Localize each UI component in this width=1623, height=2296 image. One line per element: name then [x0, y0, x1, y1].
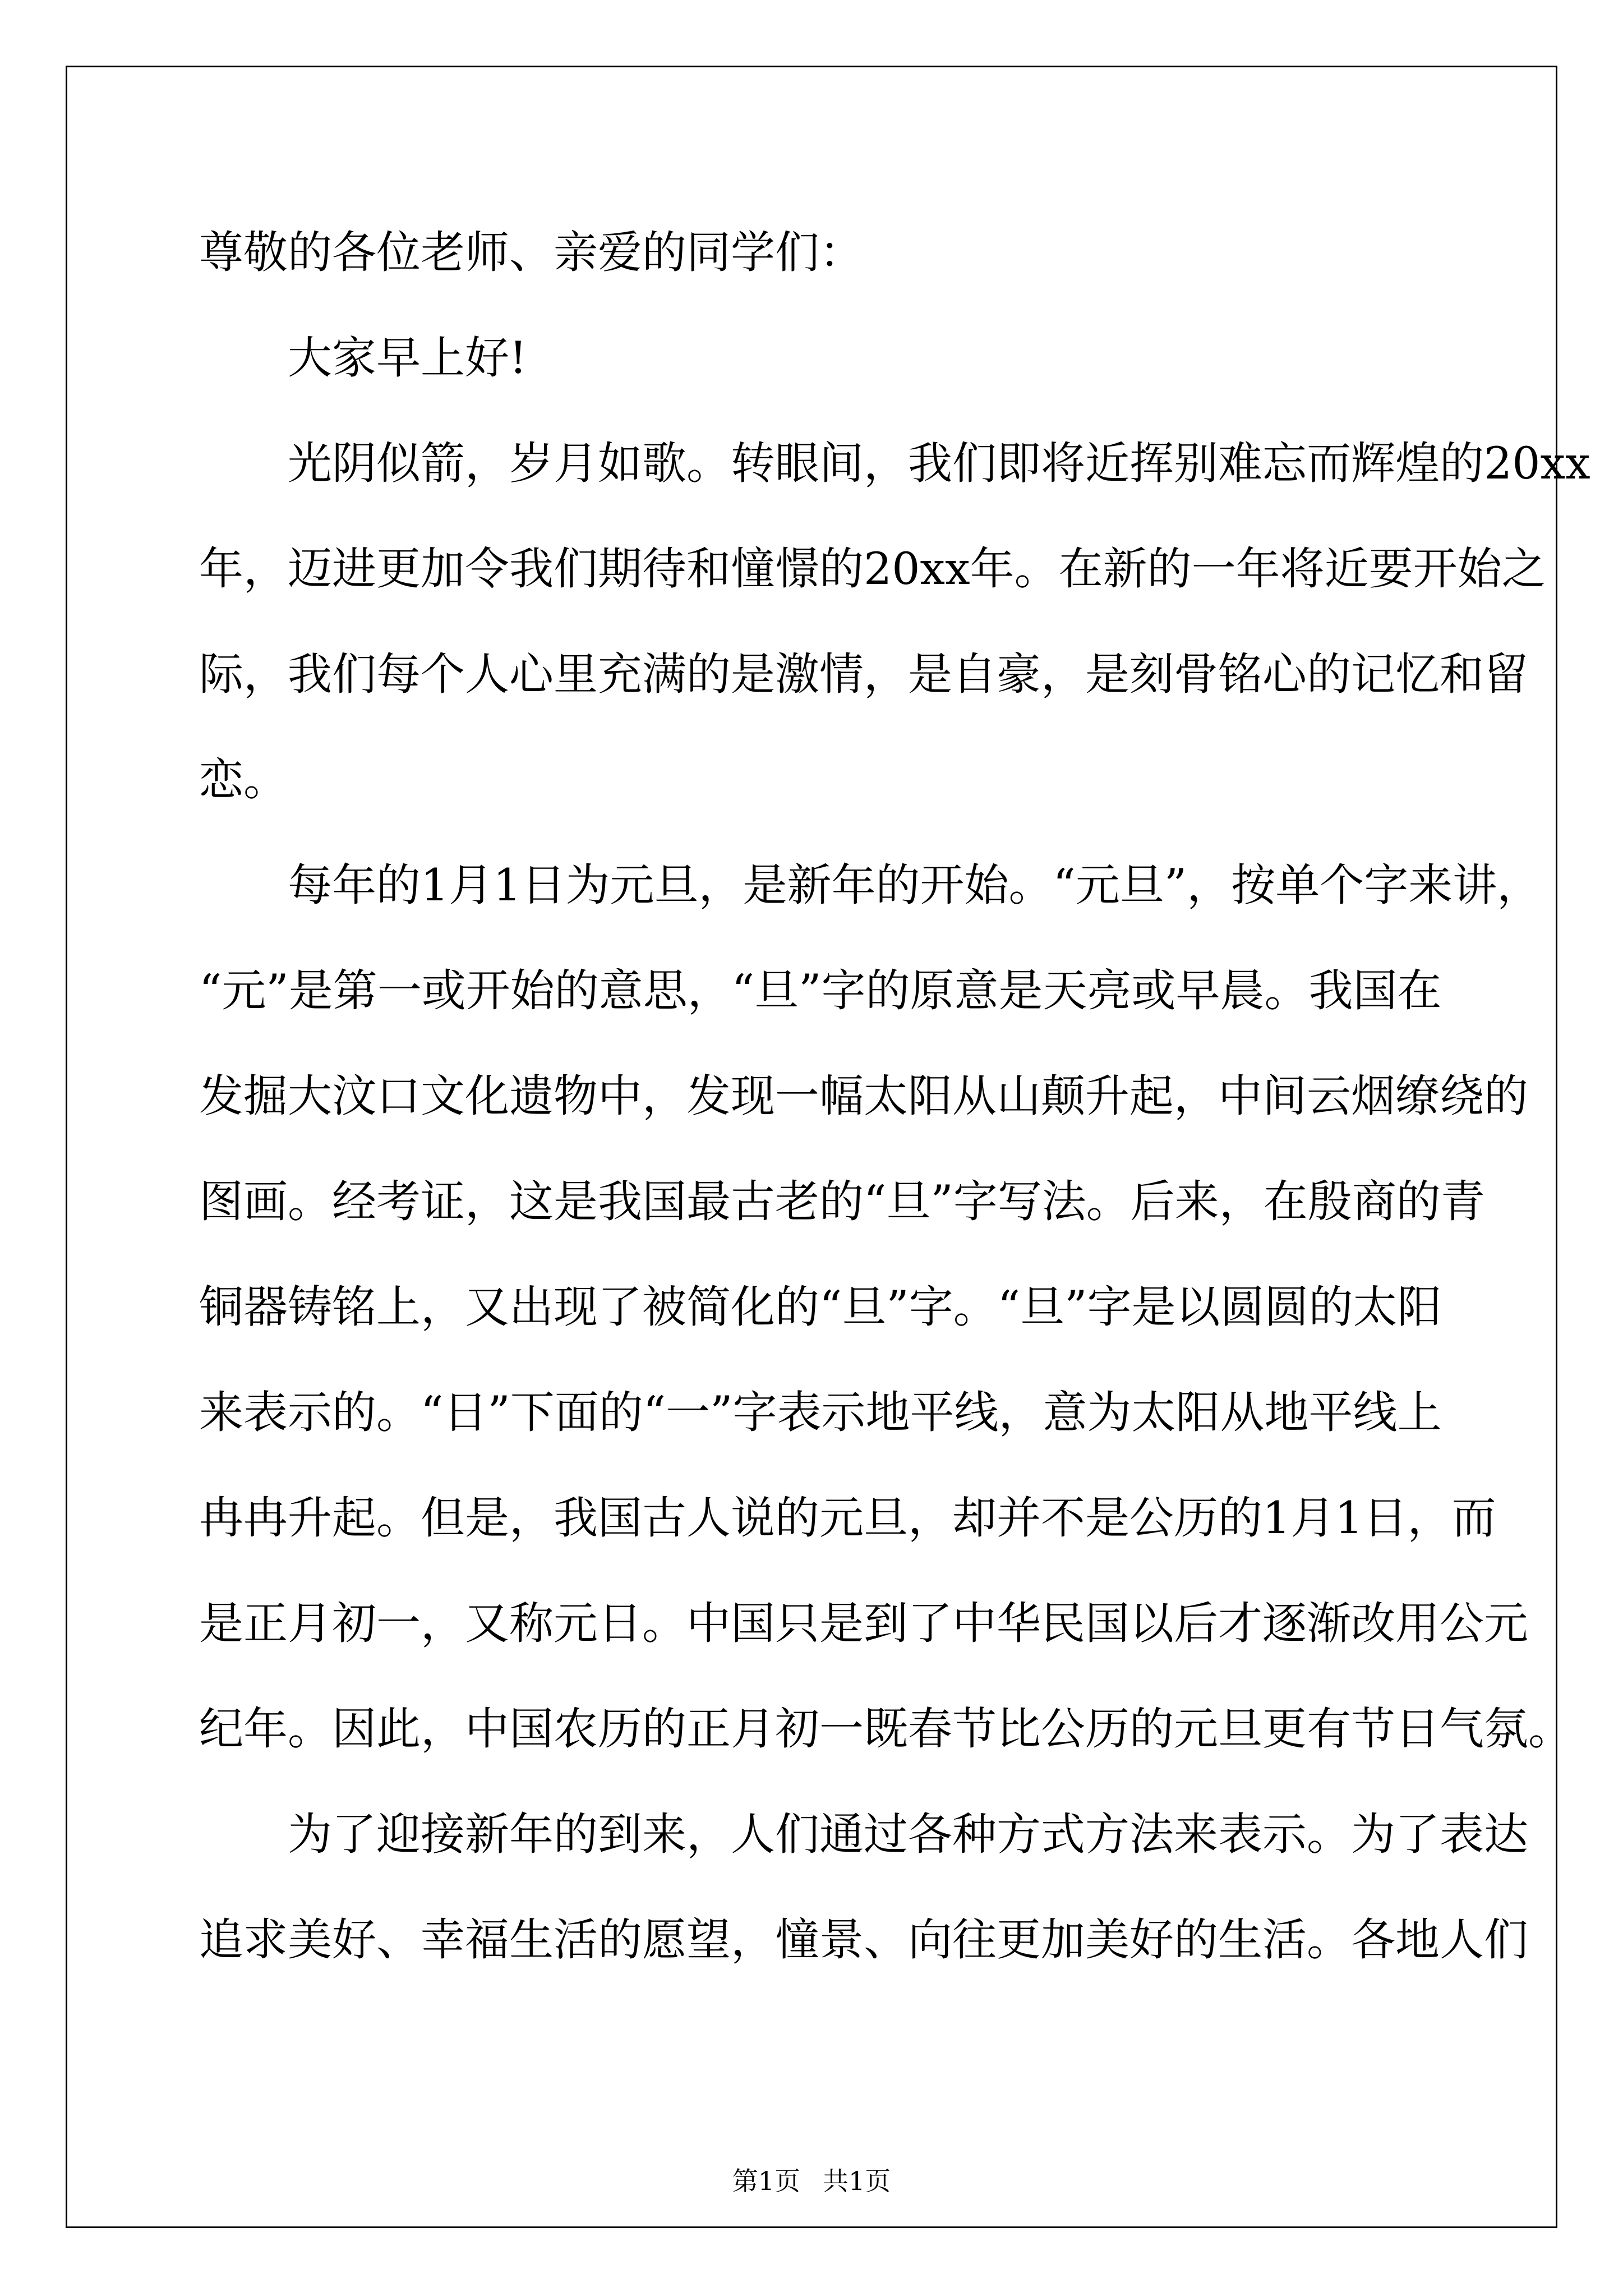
text-line: 为了迎接新年的到来，人们通过各种方式方法来表示。为了表达	[199, 1809, 1528, 1860]
text-line: 纪年。因此，中国农历的正月初一既春节比公历的元旦更有节日气氛。	[199, 1703, 1573, 1755]
text-line: 是正月初一，又称元日。中国只是到了中华民国以后才逐渐改用公元	[199, 1598, 1528, 1649]
text-line: 追求美好、幸福生活的愿望，憧景、向往更加美好的生活。各地人们	[199, 1914, 1528, 1966]
text-line: 恋。	[199, 754, 288, 806]
text-line: 尊敬的各位老师、亲爱的同学们：	[199, 227, 864, 278]
text-line: 大家早上好!	[199, 332, 527, 384]
text-line: 光阴似箭，岁月如歌。转眼间，我们即将近挥别难忘而辉煌的20xx	[199, 438, 1590, 489]
text-line: 图画。经考证，这是我国最古老的“旦”字写法。后来，在殷商的青	[199, 1176, 1485, 1227]
text-line: 每年的1月1日为元旦，是新年的开始。“元旦”，按单个字来讲，	[199, 859, 1542, 911]
text-line: 铜器铸铭上，又出现了被简化的“旦”字。“旦”字是以圆圆的太阳	[199, 1281, 1442, 1333]
text-line: 冉冉升起。但是，我国古人说的元旦，却并不是公历的1月1日，而	[199, 1492, 1496, 1544]
text-line: 际，我们每个人心里充满的是激情，是自豪，是刻骨铭心的记忆和留	[199, 648, 1528, 700]
text-line: “元”是第一或开始的意思，“旦”字的原意是天亮或早晨。我国在	[199, 965, 1442, 1016]
page-footer	[0, 2164, 1623, 2198]
text-line: 发掘大汶口文化遗物中，发现一幅太阳从山颠升起，中间云烟缭绕的	[199, 1070, 1528, 1122]
page-total: 共1页	[823, 2166, 891, 2196]
page-border	[66, 66, 1557, 2228]
text-line: 来表示的。“日”下面的“一”字表示地平线，意为太阳从地平线上	[199, 1387, 1442, 1438]
page-number: 第1页	[732, 2166, 800, 2196]
text-line: 年，迈进更加令我们期待和憧憬的20xx年。在新的一年将近要开始之	[199, 543, 1546, 595]
